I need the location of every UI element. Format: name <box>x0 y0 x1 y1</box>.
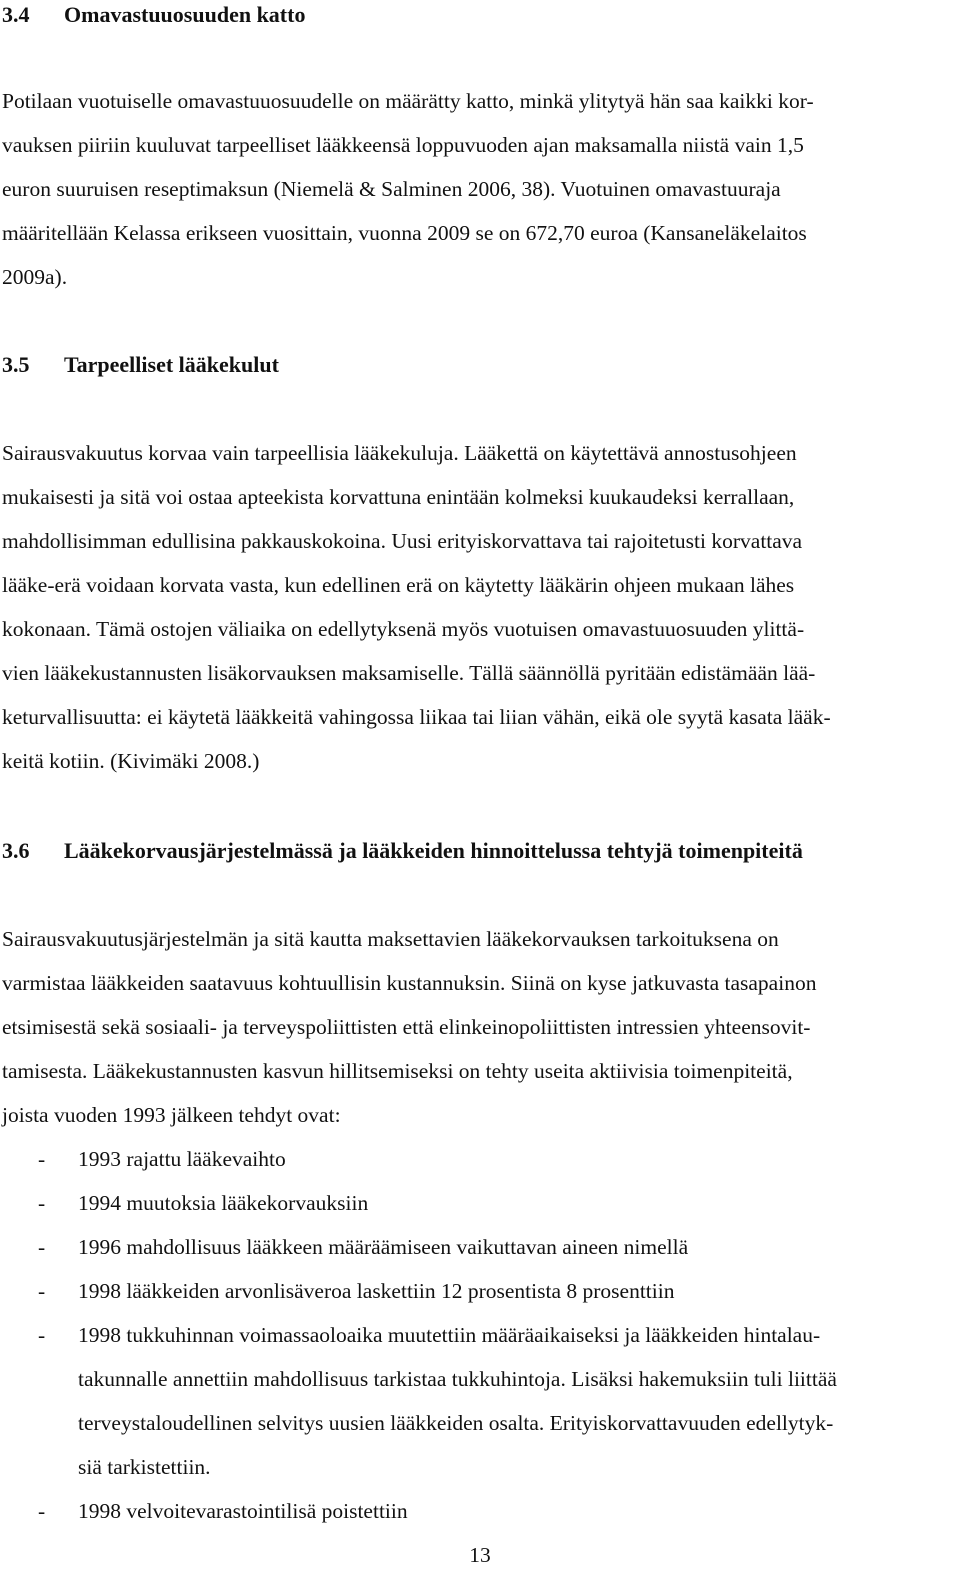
paragraph-line: Potilaan vuotuiselle omavastuuosuudelle on määrätty katto, minkä ylitytyä hän saa kaikki kor- <box>2 89 814 113</box>
section-heading-3-6 <box>2 836 803 866</box>
paragraph-line: mukaisesti ja sitä voi ostaa apteekista korvattuna enintään kolmeksi kuukaudeksi kerrallaan, <box>2 485 795 509</box>
list-item-text: 1998 lääkkeiden arvonlisäveroa laskettiin 12 prosentista 8 prosenttiin <box>78 1279 675 1303</box>
paragraph-line: kokonaan. Tämä ostojen väliaika on edellytyksenä myös vuotuisen omavastuuosuuden ylittä- <box>2 617 805 641</box>
list-item-continuation: siä tarkistettiin. <box>78 1455 211 1479</box>
section-heading-3-4 <box>2 0 305 30</box>
list-item-text: 1996 mahdollisuus lääkkeen määräämiseen vaikuttavan aineen nimellä <box>78 1235 689 1259</box>
list-item-text: 1998 velvoitevarastointilisä poistettiin <box>78 1499 408 1523</box>
paragraph-line: lääke-erä voidaan korvata vasta, kun edellinen erä on käytetty lääkärin ohjeen mukaan lähes <box>2 573 795 597</box>
section-number: 3.4 <box>2 2 30 27</box>
paragraph-line: Sairausvakuutus korvaa vain tarpeellisia lääkekuluja. Lääkettä on käytettävä annostusohjeen <box>2 441 797 465</box>
list-item-text: 1994 muutoksia lääkekorvauksiin <box>78 1191 369 1215</box>
paragraph-line: joista vuoden 1993 jälkeen tehdyt ovat: <box>2 1103 341 1127</box>
list-item <box>38 1276 674 1306</box>
list-item-text: 1993 rajattu lääkevaihto <box>78 1147 286 1171</box>
list-item-continuation: takunnalle annettiin mahdollisuus tarkistaa tukkuhintoja. Lisäksi hakemuksiin tuli liittää <box>78 1367 837 1391</box>
section-title: Tarpeelliset lääkekulut <box>64 352 279 377</box>
section-title: Omavastuuosuuden katto <box>64 2 306 27</box>
list-dash: - <box>38 1235 46 1259</box>
paragraph-line: vauksen piiriin kuuluvat tarpeelliset lääkkeensä loppuvuoden ajan maksamalla niistä vain 1,5 <box>2 133 804 157</box>
paragraph-line: mahdollisimman edullisina pakkauskokoina. Uusi erityiskorvattava tai rajoitetusti korvattava <box>2 529 803 553</box>
list-item <box>38 1144 286 1174</box>
paragraph-line: määritellään Kelassa erikseen vuosittain, vuonna 2009 se on 672,70 euroa (Kansaneläkelaitos <box>2 221 807 245</box>
paragraph-line: keitä kotiin. (Kivimäki 2008.) <box>2 749 260 773</box>
paragraph-line: vien lääkekustannusten lisäkorvauksen maksamiselle. Tällä säännöllä pyritään edistämään lää- <box>2 661 816 685</box>
paragraph-line: varmistaa lääkkeiden saatavuus kohtuullisin kustannuksin. Siinä on kyse jatkuvasta tasapainon <box>2 971 817 995</box>
list-dash: - <box>38 1323 46 1347</box>
section-number: 3.5 <box>2 352 30 377</box>
paragraph-line: keturvallisuutta: ei käytetä lääkkeitä vahingossa liikaa tai liian vähän, eikä ole syytä kasata lääk- <box>2 705 831 729</box>
list-dash: - <box>38 1279 46 1303</box>
list-item <box>38 1496 408 1526</box>
list-dash: - <box>38 1499 46 1523</box>
list-dash: - <box>38 1147 46 1171</box>
paragraph-line: etsimisestä sekä sosiaali- ja terveyspoliittisten että elinkeinopoliittisten intressien yhteensovit- <box>2 1015 811 1039</box>
list-item <box>38 1188 368 1218</box>
list-item-text: 1998 tukkuhinnan voimassaoloaika muutettiin määräaikaiseksi ja lääkkeiden hintalau- <box>78 1323 821 1347</box>
page-number: 13 <box>469 1543 491 1567</box>
list-dash: - <box>38 1191 46 1215</box>
list-item <box>38 1232 688 1262</box>
paragraph-line: 2009a). <box>2 265 68 289</box>
list-item <box>38 1320 820 1350</box>
paragraph-line: tamisesta. Lääkekustannusten kasvun hillitsemiseksi on tehty useita aktiivisia toimenpiteitä, <box>2 1059 793 1083</box>
paragraph-line: euron suuruisen reseptimaksun (Niemelä & Salminen 2006, 38). Vuotuinen omavastuuraja <box>2 177 781 201</box>
section-title: Lääkekorvausjärjestelmässä ja lääkkeiden hinnoittelussa tehtyjä toimenpiteitä <box>64 838 803 863</box>
section-heading-3-5 <box>2 350 279 380</box>
paragraph-line: Sairausvakuutusjärjestelmän ja sitä kautta maksettavien lääkekorvauksen tarkoituksena on <box>2 927 779 951</box>
list-item-continuation: terveystaloudellinen selvitys uusien lääkkeiden osalta. Erityiskorvattavuuden edellytyk- <box>78 1411 834 1435</box>
section-number: 3.6 <box>2 838 30 863</box>
